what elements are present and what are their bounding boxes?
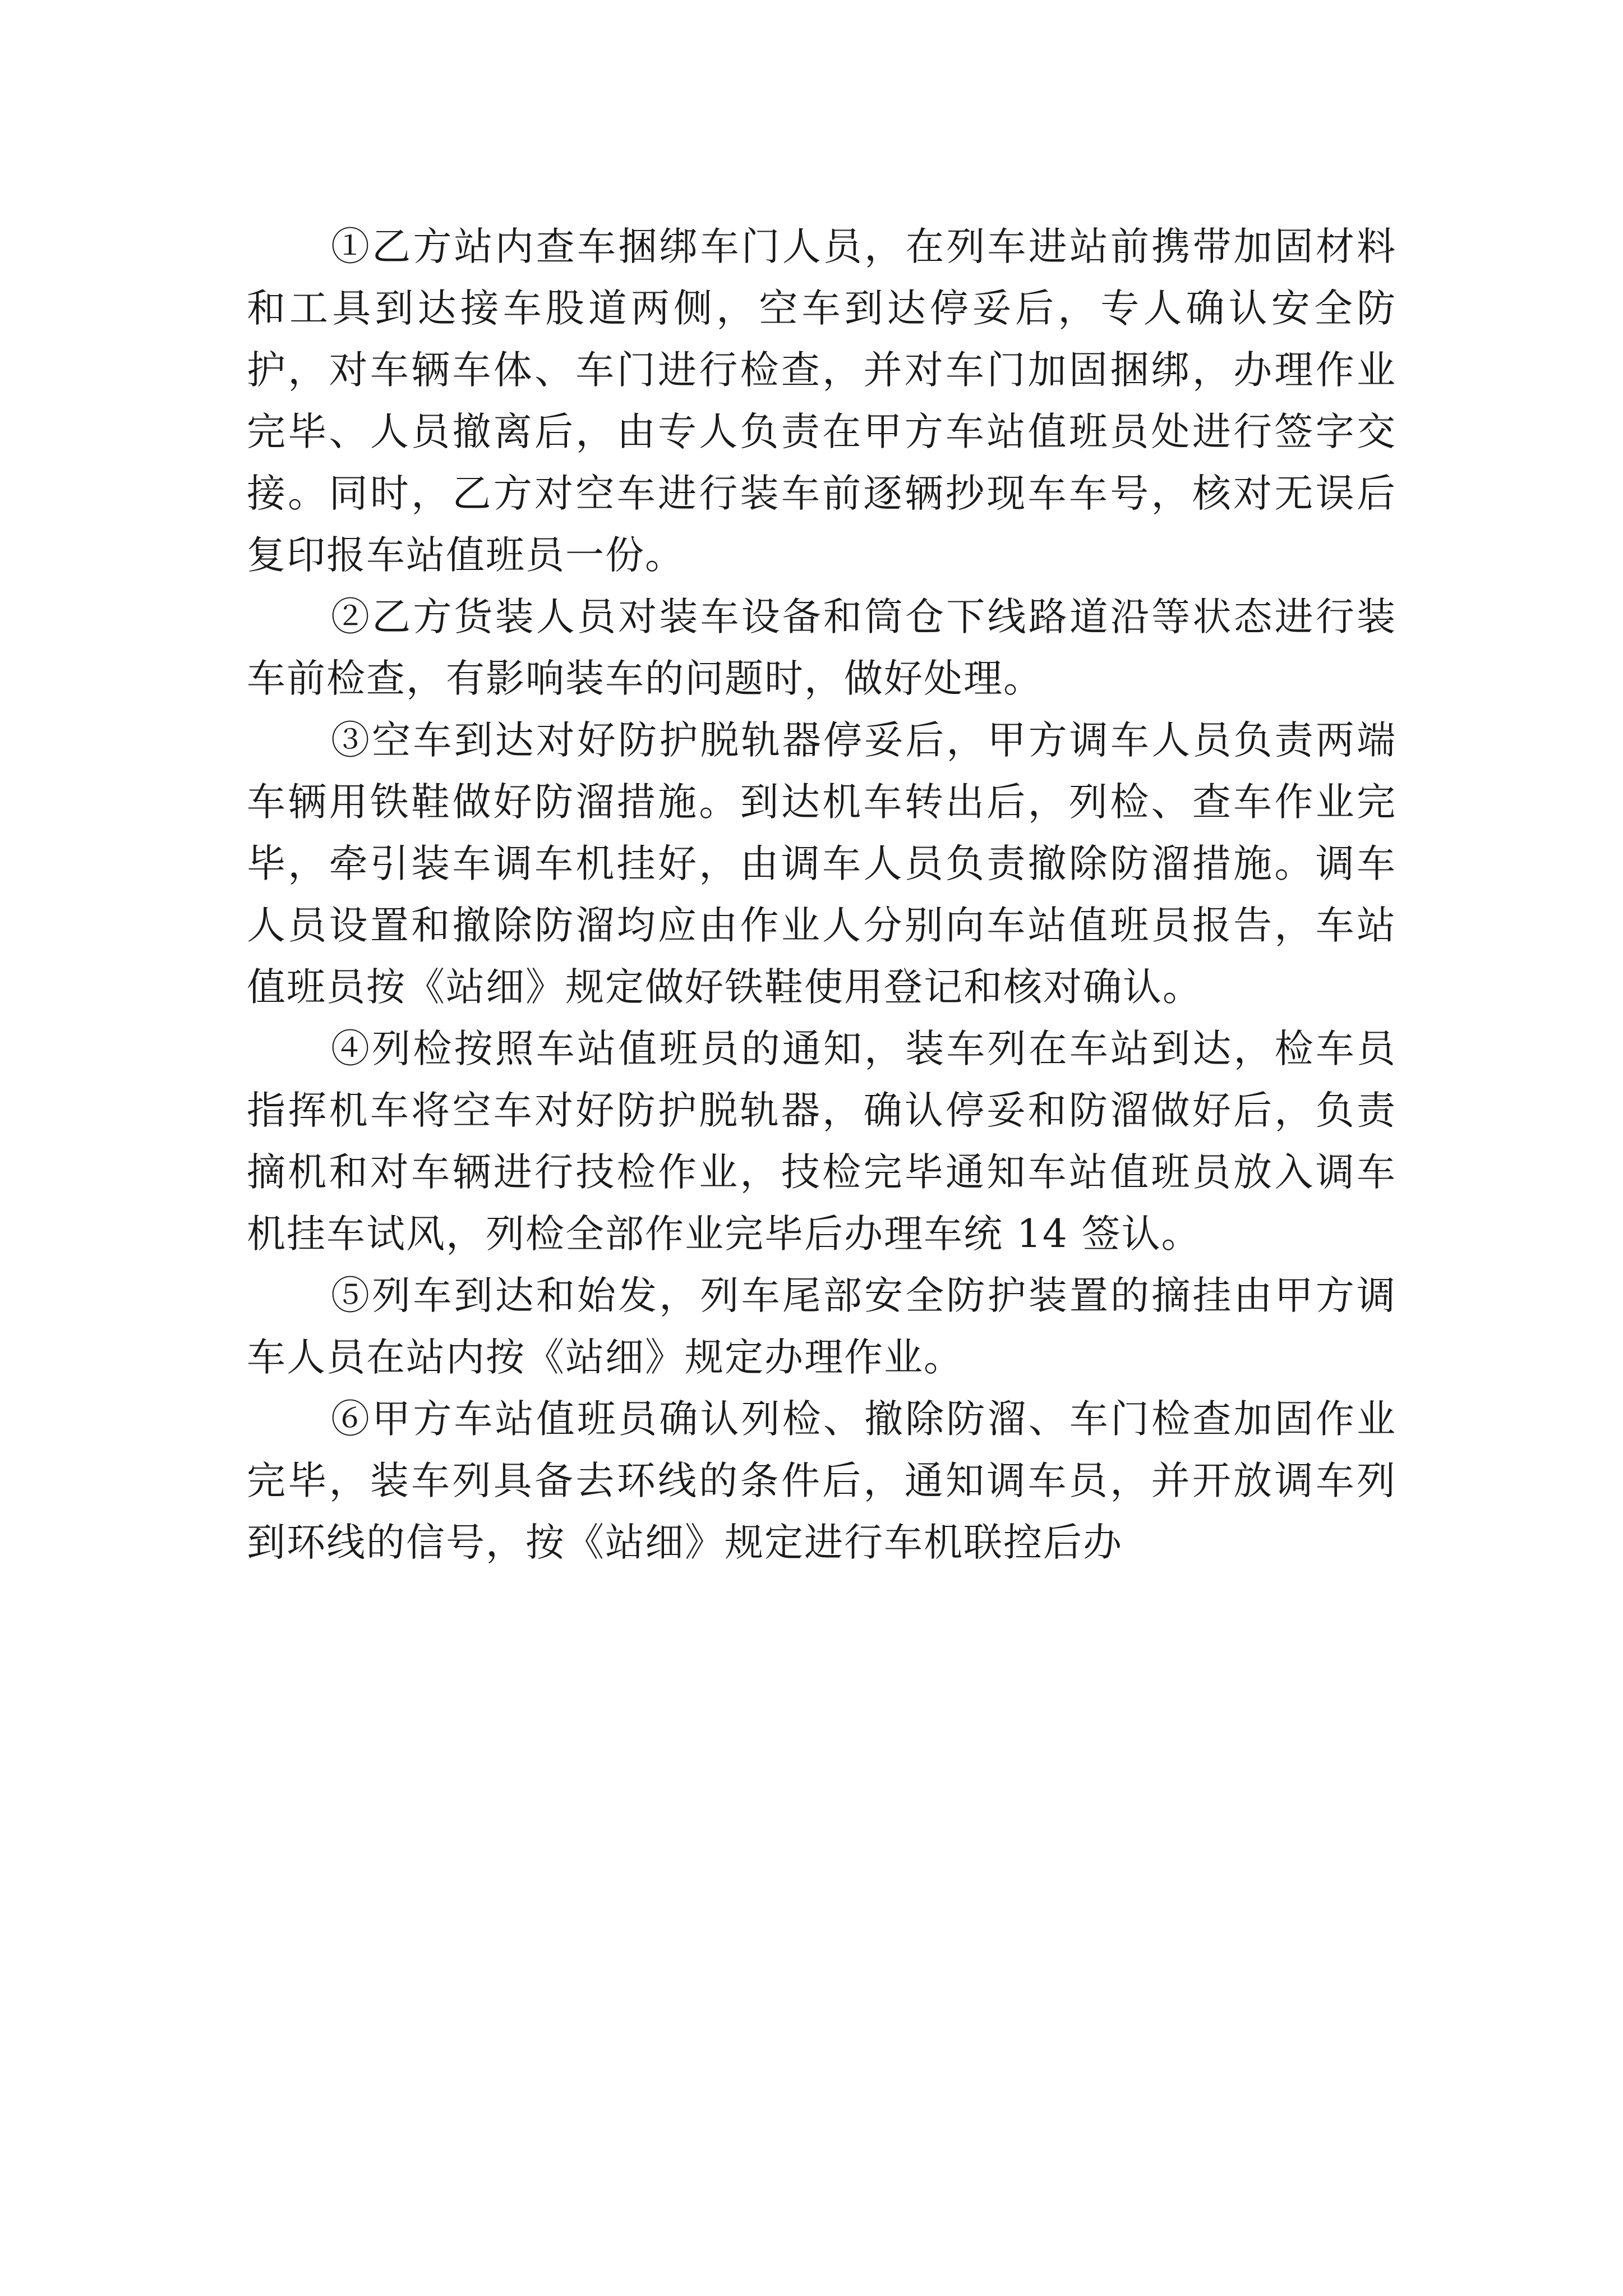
paragraph-3: ③空车到达对好防护脱轨器停妥后，甲方调车人员负责两端车辆用铁鞋做好防溜措施。到达机车转出后，列检、查车作业完毕，牵引装车调车机挂好，由调车人员负责撤除防溜措施。调车人员设置和撤除防溜均应由作业人分别向车站值班员报告，车站值班员按《站细》规定做好铁鞋使用登记和核对确认。	[247, 718, 1396, 1010]
paragraph-6: ⑥甲方车站值班员确认列检、撤除防溜、车门检查加固作业完毕，装车列具备去环线的条件后，通知调车员，并开放调车列到环线的信号，按《站细》规定进行车机联控后办	[247, 1397, 1396, 1565]
paragraph-1: ①乙方站内查车捆绑车门人员，在列车进站前携带加固材料和工具到达接车股道两侧，空车到达停妥后，专人确认安全防护，对车辆车体、车门进行检查，并对车门加固捆绑，办理作业完毕、人员撤离后，由专人负责在甲方车站值班员处进行签字交接。同时，乙方对空车进行装车前逐辆抄现车车号，核对无误后复印报车站值班员一份。	[247, 224, 1396, 578]
document-body	[247, 216, 1396, 1573]
paragraph-4: ④列检按照车站值班员的通知，装车列在车站到达，检车员指挥机车将空车对好防护脱轨器，确认停妥和防溜做好后，负责摘机和对车辆进行技检作业，技检完毕通知车站值班员放入调车机挂车试风，列检全部作业完毕后办理车统 14 签认。	[247, 1027, 1396, 1257]
paragraph-2: ②乙方货装人员对装车设备和筒仓下线路道沿等状态进行装车前检查，有影响装车的问题时，做好处理。	[247, 595, 1396, 701]
paragraph-5: ⑤列车到达和始发，列车尾部安全防护装置的摘挂由甲方调车人员在站内按《站细》规定办理作业。	[247, 1273, 1396, 1380]
